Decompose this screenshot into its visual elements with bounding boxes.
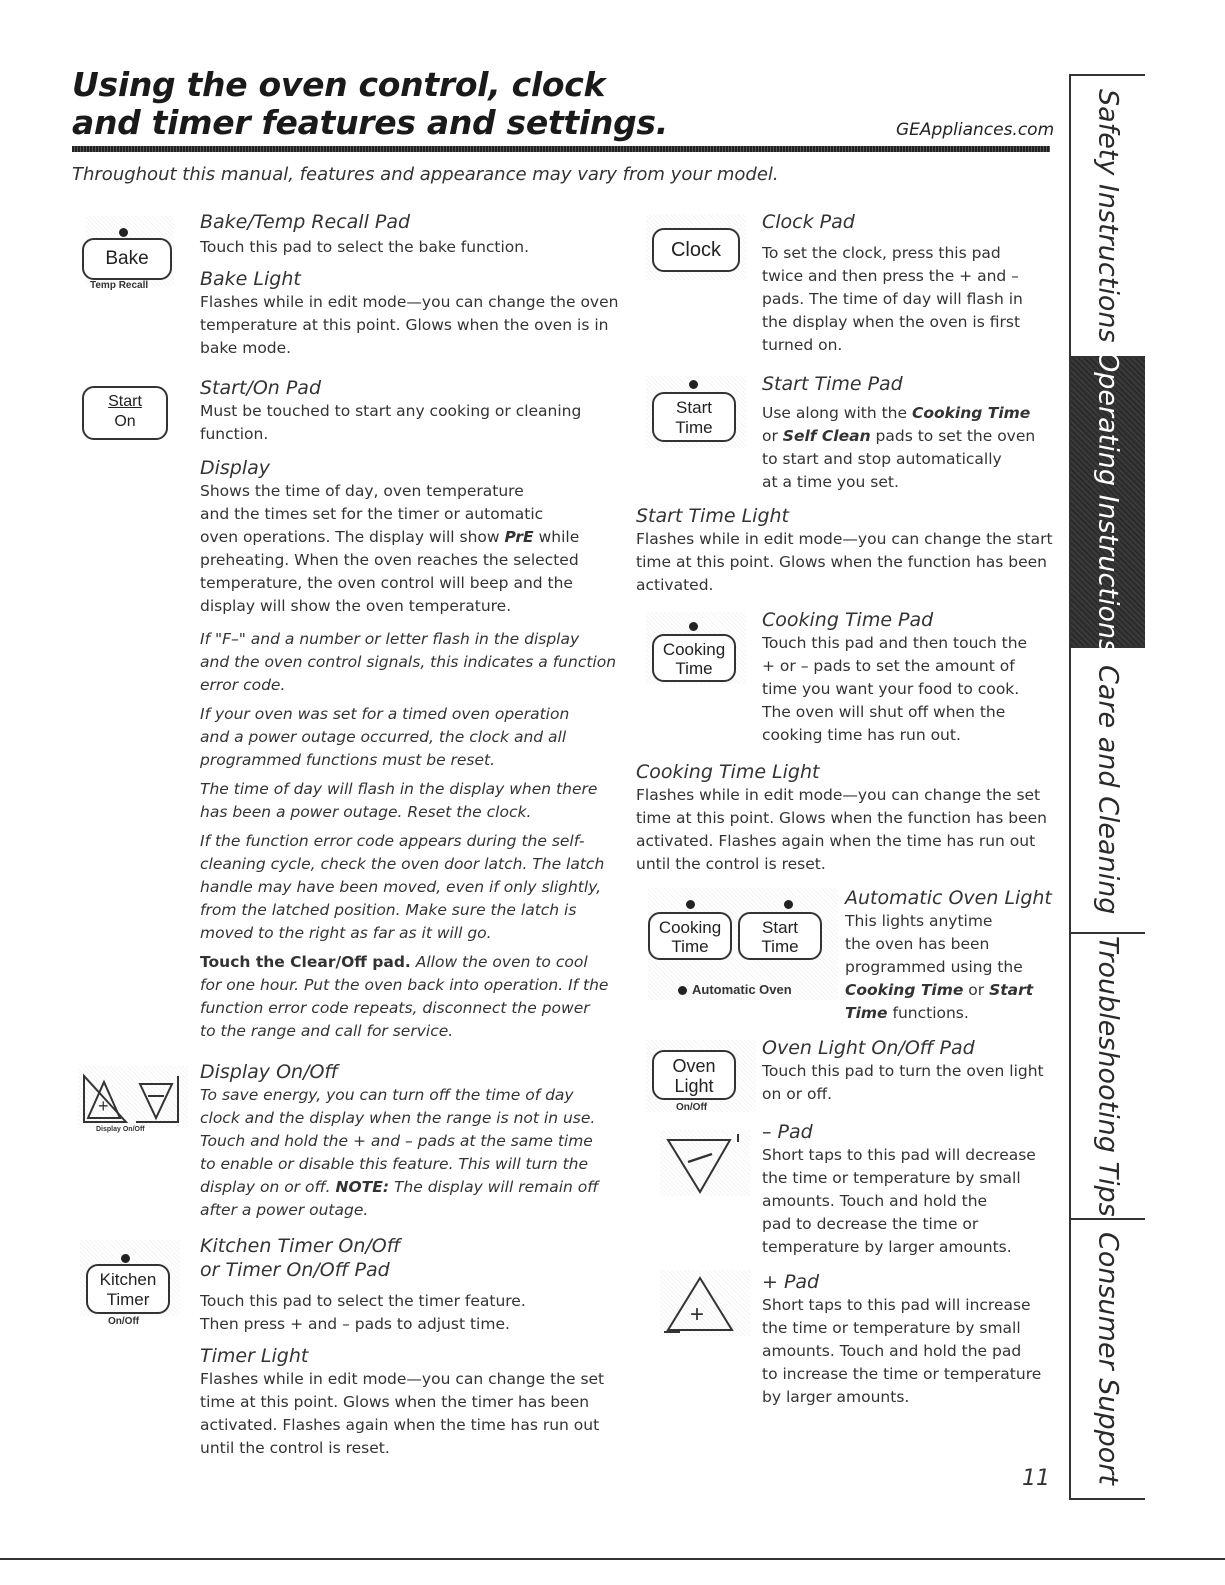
text-line: to enable or disable this feature. This will turn the	[200, 1155, 589, 1173]
text-line: function error code repeats, disconnect the power	[200, 999, 590, 1017]
clock-pad-illustration	[646, 214, 746, 284]
text-line: and a power outage occurred, the clock and all	[200, 728, 567, 746]
automatic-oven-light-section	[845, 886, 1055, 1025]
text-line: handle may have been moved, even if only slightly,	[200, 878, 602, 896]
text-line	[845, 979, 1055, 1002]
plus-pad-text	[762, 1294, 1052, 1409]
text-line: amounts. Touch and hold the pad	[762, 1342, 1022, 1360]
start-time-light-section	[636, 504, 1056, 597]
tab-label: Operating Instructions	[1092, 350, 1124, 654]
start-time-pad-label-1: Start	[676, 398, 712, 417]
cooking-time-ref: Cooking Time	[911, 404, 1031, 422]
start-section	[200, 376, 620, 1043]
start-time-pad-illustration	[646, 376, 746, 452]
timer-pad-label: Timer	[106, 1290, 150, 1309]
text-line: the oven has been	[845, 935, 990, 953]
start-time-dot	[784, 900, 793, 909]
auto-start-label: Start	[762, 918, 798, 937]
tab-care-and-cleaning[interactable]	[1071, 648, 1145, 934]
page-number: 11	[1022, 1466, 1050, 1491]
auto-cooking-label: Cooking	[658, 918, 722, 937]
tab-label: Consumer Support	[1092, 1231, 1124, 1485]
title-line-2: and timer features and settings.	[72, 103, 669, 142]
timer-light-heading: Timer Light	[200, 1345, 309, 1367]
text-line: to the range and call for service.	[200, 1022, 454, 1040]
clock-pad-label: Clock	[670, 239, 721, 261]
text-line: Short taps to this pad will increase	[762, 1296, 1031, 1314]
minus-pad-heading: – Pad	[762, 1121, 813, 1143]
svg-text:+: +	[690, 1301, 705, 1328]
text-line: pad to decrease the time or	[762, 1215, 979, 1233]
text-line: cleaning cycle, check the oven door latch. The latch	[200, 855, 605, 873]
oven-light-section	[762, 1036, 1052, 1106]
text-line	[200, 1176, 620, 1199]
text-line: activated.	[636, 576, 714, 594]
display-onoff-heading: Display On/Off	[200, 1061, 339, 1083]
text-line: the display when the oven is first	[762, 313, 1021, 331]
text-line: pads. The time of day will flash in	[762, 290, 1023, 308]
display-heading: Display	[200, 457, 271, 479]
text-line: Touch this pad and then touch the	[762, 634, 1028, 652]
clock-heading: Clock Pad	[762, 211, 855, 233]
text-line: until the control is reset.	[636, 855, 826, 873]
text-line: Touch and hold the + and – pads at the same time	[200, 1132, 593, 1150]
text-line: time you want your food to cook.	[762, 680, 1020, 698]
cooking-time-section	[762, 608, 1052, 747]
bake-section	[200, 210, 620, 360]
oven-pad-label: Oven	[672, 1056, 716, 1076]
text-line: and the oven control signals, this indicates a function	[200, 653, 617, 671]
oven-light-onoff-label: On/Off	[676, 1102, 708, 1113]
text-line: temperature by larger amounts.	[762, 1238, 1012, 1256]
text-line: display will show the oven temperature.	[200, 597, 512, 615]
kitchen-timer-text	[200, 1290, 620, 1336]
bake-heading: Bake/Temp Recall Pad	[200, 211, 411, 233]
text-line: error code.	[200, 676, 286, 694]
text-line: programmed using the	[845, 958, 1023, 976]
text-line: To set the clock, press this pad	[762, 244, 1001, 262]
kitchen-pad-label: Kitchen	[99, 1270, 157, 1289]
start-heading: Start/On Pad	[200, 377, 322, 399]
cooking-pad-label: Cooking	[662, 640, 726, 659]
cooking-time-heading: Cooking Time Pad	[762, 609, 934, 631]
text-line: + or – pads to set the amount of	[762, 657, 1015, 675]
tab-operating-instructions[interactable]	[1071, 350, 1145, 654]
clock-text	[762, 242, 1052, 357]
text-line: temperature, the oven control will beep and the	[200, 574, 573, 592]
oven-light-pad-illustration	[646, 1040, 756, 1116]
minus-pad-text	[762, 1144, 1052, 1259]
text-line: To save energy, you can turn off the time of day	[200, 1086, 574, 1104]
text-line: Short taps to this pad will decrease	[762, 1146, 1036, 1164]
bake-text: Touch this pad to select the bake function.	[200, 238, 530, 256]
light-pad-label: Light	[674, 1076, 714, 1096]
cooking-time-light-heading: Cooking Time Light	[636, 761, 820, 783]
text-line: amounts. Touch and hold the	[762, 1192, 988, 1210]
text-line: bake mode.	[200, 339, 292, 357]
clock-section	[762, 210, 1052, 357]
note-clear-off	[200, 951, 620, 1043]
text-line: temperature at this point. Glows when the oven is in	[200, 316, 609, 334]
bake-light-text	[200, 291, 620, 360]
plus-pad-section	[762, 1270, 1052, 1409]
start-time-light-heading: Start Time Light	[636, 505, 789, 527]
text-line	[845, 1002, 1055, 1025]
text-line: time at this point. Glows when the timer has been	[200, 1393, 590, 1411]
text-fragment: while	[533, 528, 580, 546]
display-onoff-text	[200, 1084, 620, 1222]
text-line: The oven will shut off when the	[762, 703, 1006, 721]
auto-time-label: Time	[671, 937, 709, 956]
tab-safety-instructions[interactable]	[1071, 76, 1145, 358]
start-time-pad-label-2: Time	[675, 418, 713, 437]
automatic-oven-light-text	[845, 910, 1055, 1025]
plus-pad-icon	[660, 1270, 750, 1336]
text-line: on or off.	[762, 1085, 833, 1103]
text-line: clock and the display when the range is not in use.	[200, 1109, 596, 1127]
start-ref: Start	[989, 981, 1034, 999]
bake-pad-label: Bake	[105, 248, 149, 269]
cooking-time-pad-illustration	[646, 612, 746, 688]
title-line-1: Using the oven control, clock	[72, 65, 606, 104]
text-line: If your oven was set for a timed oven operation	[200, 705, 570, 723]
plus-pad-heading: + Pad	[762, 1271, 820, 1293]
start-time-text	[762, 402, 1052, 494]
start-pad-label: Start	[108, 393, 142, 410]
on-pad-label: On	[114, 413, 136, 430]
text-fragment: display on or off.	[200, 1178, 336, 1196]
text-line: has been a power outage. Reset the clock.	[200, 803, 532, 821]
text-line	[200, 951, 620, 974]
start-time-indicator-dot	[689, 380, 698, 389]
kitchen-timer-onoff-label: On/Off	[108, 1316, 140, 1327]
time-pad-label: Time	[675, 659, 713, 678]
minus-pad-illustration	[660, 1130, 750, 1200]
text-line: cooking time has run out.	[762, 726, 961, 744]
text-line: function.	[200, 425, 269, 443]
text-line: Must be touched to start any cooking or cleaning	[200, 402, 582, 420]
text-line: twice and then press the + and –	[762, 267, 1019, 285]
text-fragment: or	[762, 427, 783, 445]
header-rule	[72, 146, 1050, 152]
text-line	[200, 526, 620, 549]
note-power-outage	[200, 703, 620, 772]
heading-line: or Timer On/Off Pad	[200, 1259, 390, 1281]
note-clock-reset	[200, 778, 620, 824]
text-line: Shows the time of day, oven temperature	[200, 482, 524, 500]
subtitle: Throughout this manual, features and appearance may vary from your model.	[72, 164, 779, 185]
note-label: NOTE:	[335, 1178, 390, 1196]
text-line: the time or temperature by small	[762, 1319, 1021, 1337]
page-title	[72, 66, 668, 142]
text-line: and the times set for the timer or automatic	[200, 505, 544, 523]
text-line: If the function error code appears during the self-	[200, 832, 585, 850]
minus-pad-icon	[660, 1132, 750, 1196]
kitchen-timer-section	[200, 1234, 620, 1460]
text-line: activated. Flashes again when the time has run out	[636, 832, 1036, 850]
timer-light-text	[200, 1368, 620, 1460]
cooking-time-light-section	[636, 760, 1056, 876]
text-fragment: or	[963, 981, 990, 999]
start-time-light-text	[636, 528, 1056, 597]
plus-pad-illustration	[660, 1270, 750, 1340]
text-line: Flashes while in edit mode—you can change the start	[636, 530, 1053, 548]
website-link: GEAppliances.com	[896, 120, 1055, 140]
cooking-time-text	[762, 632, 1052, 747]
text-line: for one hour. Put the oven back into operation. If the	[200, 976, 609, 994]
cooking-time-light-text	[636, 784, 1056, 876]
clear-off-instruction: Touch the Clear/Off pad.	[200, 953, 411, 971]
text-line: Touch this pad to select the timer feature.	[200, 1292, 526, 1310]
text-line: The time of day will flash in the display when there	[200, 780, 598, 798]
text-line: If "F–" and a number or letter flash in the display	[200, 630, 580, 648]
bake-indicator-dot	[119, 228, 128, 237]
text-line: time at this point. Glows when the function has been	[636, 553, 1047, 571]
text-line: Touch this pad to turn the oven light	[762, 1062, 1044, 1080]
text-fragment: pads to set the oven	[870, 427, 1036, 445]
automatic-oven-label: Automatic Oven	[692, 982, 792, 997]
text-fragment: The display will remain off	[389, 1178, 599, 1196]
text-line: moved to the right as far as it will go.	[200, 924, 492, 942]
cooking-time-indicator-dot	[689, 622, 698, 631]
text-line	[762, 425, 1052, 448]
text-line: at a time you set.	[762, 473, 899, 491]
section-tabs	[1069, 74, 1145, 1500]
oven-light-text	[762, 1060, 1052, 1106]
text-line: after a power outage.	[200, 1201, 369, 1219]
time-ref: Time	[845, 1004, 888, 1022]
text-line: This lights anytime	[845, 912, 993, 930]
automatic-oven-light-heading: Automatic Oven Light	[845, 887, 1052, 909]
display-onoff-label: Display On/Off	[96, 1126, 145, 1133]
bake-pad-illustration	[78, 216, 178, 296]
pre-code: PrE	[504, 528, 534, 546]
self-clean-ref: Self Clean	[782, 427, 871, 445]
minus-pad-section	[762, 1120, 1052, 1259]
tab-label: Troubleshooting Tips	[1092, 935, 1124, 1217]
text-fragment: Allow the oven to cool	[410, 953, 588, 971]
text-fragment: Use along with the	[762, 404, 912, 422]
display-onoff-illustration	[78, 1066, 188, 1136]
text-fragment: oven operations. The display will show	[200, 528, 505, 546]
text-line: Then press + and – pads to adjust time.	[200, 1315, 510, 1333]
text-line: to start and stop automatically	[762, 450, 1002, 468]
start-text	[200, 400, 620, 446]
timer-indicator-dot	[121, 1254, 130, 1263]
kitchen-timer-pad-illustration	[80, 1240, 180, 1330]
text-line: preheating. When the oven reaches the selected	[200, 551, 579, 569]
svg-text:+: +	[98, 1096, 109, 1116]
text-line	[762, 402, 1052, 425]
bake-light-heading: Bake Light	[200, 268, 301, 290]
kitchen-timer-heading	[200, 1234, 620, 1282]
tab-label: Safety Instructions	[1092, 89, 1124, 343]
text-line: by larger amounts.	[762, 1388, 910, 1406]
note-door-latch	[200, 830, 620, 945]
start-time-heading: Start Time Pad	[762, 373, 903, 395]
text-fragment: functions.	[887, 1004, 969, 1022]
plus-minus-pads-icon	[78, 1070, 188, 1126]
start-time-section	[762, 372, 1052, 494]
text-line: time at this point. Glows when the function has been	[636, 809, 1047, 827]
display-onoff-section	[200, 1060, 620, 1222]
text-line: Flashes while in edit mode—you can change the set	[200, 1370, 605, 1388]
text-line: Flashes while in edit mode—you can change the set	[636, 786, 1041, 804]
text-line: until the control is reset.	[200, 1439, 390, 1457]
text-line: turned on.	[762, 336, 843, 354]
text-line: Flashes while in edit mode—you can change the oven	[200, 293, 619, 311]
text-line: the time or temperature by small	[762, 1169, 1021, 1187]
tab-consumer-support[interactable]	[1071, 1220, 1145, 1496]
tab-troubleshooting-tips[interactable]	[1071, 934, 1145, 1220]
text-line: from the latched position. Make sure the latch is	[200, 901, 577, 919]
text-line: programmed functions must be reset.	[200, 751, 496, 769]
tab-label: Care and Cleaning	[1092, 665, 1124, 915]
oven-light-heading: Oven Light On/Off Pad	[762, 1037, 975, 1059]
heading-line: Kitchen Timer On/Off	[200, 1235, 401, 1257]
cooking-time-ref: Cooking Time	[845, 981, 964, 999]
cooking-time-dot	[686, 900, 695, 909]
text-line: activated. Flashes again when the time has run out	[200, 1416, 600, 1434]
auto-start-time-label: Time	[761, 937, 799, 956]
automatic-oven-dot	[678, 986, 687, 995]
automatic-oven-illustration	[638, 888, 838, 1008]
bottom-edge-rule	[0, 1558, 1225, 1560]
display-text	[200, 480, 620, 618]
temp-recall-label: Temp Recall	[90, 280, 149, 291]
note-error-code	[200, 628, 620, 697]
start-on-pad-illustration	[78, 382, 178, 452]
text-line: to increase the time or temperature	[762, 1365, 1042, 1383]
